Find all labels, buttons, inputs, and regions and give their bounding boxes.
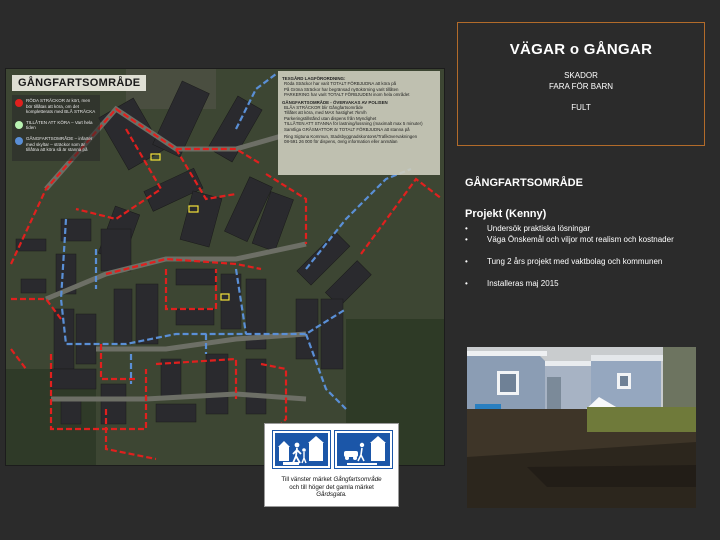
sign-caption [265, 476, 398, 499]
section-heading: GÅNGFARTSOMRÅDE [465, 177, 583, 189]
legend-right-line: BLÅA STRÄCKOR blir Gångfartsområde [284, 105, 364, 111]
caption-italic: Gårdsgata. [316, 491, 347, 498]
legend-text-red: RÖDA STRÄCKOR är kört, men bör tillåtas att köra, om det kompletterats med BLÅ STRÄCKA [26, 98, 96, 115]
legend-text-green: TILLÅTEN ATT KÖRA – Vart hela tiden [26, 119, 93, 131]
bullet-text: Tung 2 års projekt med vaktbolag och kommunen [487, 257, 663, 266]
green-dot-icon [15, 121, 23, 129]
legend-text-blue: GÅNGFARTSOMRÅDE – infarter med skyltar – sträckor som är tillåtna att köra så är stanna på [26, 135, 93, 153]
legend-row-green [15, 120, 97, 131]
bullet-text: Installeras maj 2015 [487, 279, 559, 288]
bullet-item [465, 223, 713, 234]
house-photo [467, 347, 696, 508]
caption-text: och till höger det gamla märket [289, 483, 374, 491]
subtitle-line: SKADOR [564, 71, 598, 80]
gangfartsomrade-sign-icon [273, 431, 330, 468]
caption-italic: Gångfartsområde [333, 476, 382, 483]
aerial-map-image [5, 68, 445, 466]
caption-text: Till vänster märket [281, 476, 334, 483]
legend-right-line: PARKERING har varit TOTALT FÖRBJUDEN inom hela området [284, 92, 410, 98]
bullet-text: Väga Önskemål och viljor mot realism och kostnader [487, 235, 674, 244]
legend-right-footer: 08-591 26 000 för dispens, övrig information eller anmälan [284, 139, 398, 145]
legend-row-blue [15, 136, 97, 153]
title-box [457, 22, 705, 146]
project-description [465, 177, 713, 289]
blue-dot-icon [15, 137, 23, 145]
map-legend-left [12, 95, 100, 161]
legend-right-heading-2: GÅNGFARTSOMRÅDE - ÖVERVAKAS AV POLISEN [282, 99, 388, 105]
bullet-icon: • [465, 257, 468, 266]
bullet-item [465, 234, 713, 245]
traffic-sign-image [264, 423, 399, 507]
project-heading: Projekt (Kenny) [465, 208, 547, 220]
slide-title: VÄGAR o GÅNGAR [509, 41, 653, 58]
legend-right-line: Samtliga GRÄSMATTOR är TOTALT FÖRBJUDNA att stanna på [284, 126, 410, 132]
legend-right-line: TILLÅTEN ATT STANNA för lastning/lossning (maximalt max 5 minuter) [284, 121, 423, 127]
map-legend-right [278, 71, 440, 175]
legend-right-footer: Ring Sigtuna Kommun, Stadsbyggnadskontoret/Trafikövervakningen [284, 134, 418, 140]
house-photo-graphic [467, 347, 696, 508]
bullet-icon: • [465, 235, 468, 244]
subtitle-line: FARA FÖR BARN [548, 82, 613, 91]
map-title: GÅNGFARTSOMRÅDE [12, 75, 146, 91]
legend-right-line: Parkeringstillstånd utan dispens från Myndighet [284, 115, 377, 121]
bullet-icon: • [465, 224, 468, 233]
legend-right-heading-1: TEXGÅRD LAGFÖRORDNING: [282, 76, 346, 81]
bullet-item [465, 256, 713, 267]
legend-right-line: Tillåtet att köra, med MAX hastighet 7km/h [284, 110, 367, 116]
subtitle-block [458, 70, 704, 92]
bullet-item [465, 278, 713, 289]
bullet-text: Undersök praktiska lösningar [487, 224, 591, 233]
subtitle-extra: FULT [571, 103, 591, 112]
legend-right-line: På Gröna Sträckor har begränsad nyttokörning varit tillåten [284, 86, 399, 92]
bullet-icon: • [465, 279, 468, 288]
red-dot-icon [15, 99, 23, 107]
legend-row-red [15, 98, 97, 115]
gardsgata-sign-icon [335, 431, 392, 468]
legend-right-line: Röda Sträckor har varit TOTALT FÖRBJUDNA att köra på [284, 81, 397, 87]
